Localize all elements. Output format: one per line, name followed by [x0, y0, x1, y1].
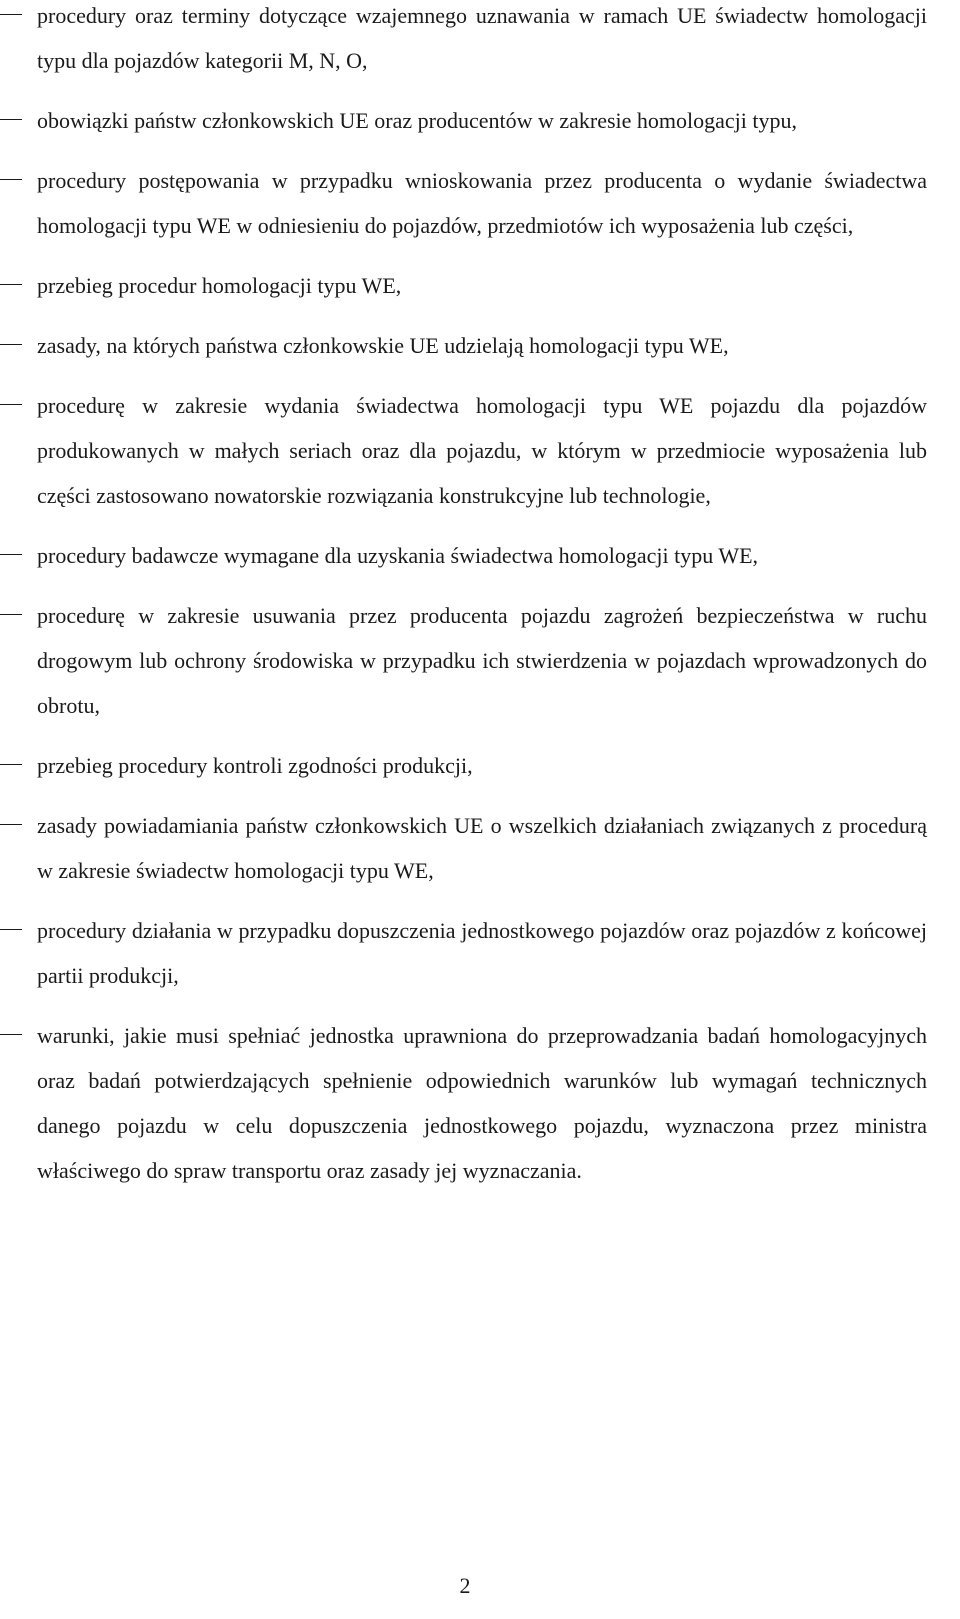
list-item-text: przebieg procedur homologacji typu WE,	[37, 273, 402, 298]
dash-bullet-icon	[0, 284, 22, 285]
list-item-text: procedurę w zakresie usuwania przez producenta pojazdu zagrożeń bezpieczeństwa w ruchu drogowym lub ochrony środowiska w przypadku ich stwierdzenia w pojazdach wprowadzonych do obrotu,	[37, 603, 927, 718]
list-item	[0, 158, 960, 248]
dash-bullet-icon	[0, 404, 22, 405]
list-item	[0, 0, 960, 83]
list-item	[0, 908, 960, 998]
list-item	[0, 263, 960, 308]
list-item-text: procedury badawcze wymagane dla uzyskania świadectwa homologacji typu WE,	[37, 543, 759, 568]
list-item-text: zasady powiadamiania państw członkowskich UE o wszelkich działaniach związanych z procedurą w zakresie świadectw homologacji typu WE,	[37, 813, 927, 883]
list-item-text: przebieg procedury kontroli zgodności produkcji,	[37, 753, 473, 778]
list-item-text: warunki, jakie musi spełniać jednostka uprawniona do przeprowadzania badań homologacyjnych oraz badań potwierdzających spełnienie odpowiednich warunków lub wymagań technicznych danego pojazdu w celu dopuszczenia jednostkowego pojazdu, wyznaczona przez ministra właściwego do spraw transportu oraz zasady jej wyznaczania.	[37, 1023, 927, 1183]
list-item	[0, 383, 960, 518]
list-item	[0, 743, 960, 788]
dash-bullet-icon	[0, 554, 22, 555]
list-item-text: obowiązki państw członkowskich UE oraz producentów w zakresie homologacji typu,	[37, 108, 798, 133]
dash-bullet-icon	[0, 929, 22, 930]
list-item	[0, 323, 960, 368]
list-item-text: procedurę w zakresie wydania świadectwa homologacji typu WE pojazdu dla pojazdów produkowanych w małych seriach oraz dla pojazdu, w którym w przedmiocie wyposażenia lub części zastosowano nowatorskie rozwiązania konstrukcyjne lub technologie,	[37, 393, 927, 508]
list-item-text: procedury postępowania w przypadku wnioskowania przez producenta o wydanie świadectwa homologacji typu WE w odniesieniu do pojazdów, przedmiotów ich wyposażenia lub części,	[37, 168, 927, 238]
dash-bullet-icon	[0, 614, 22, 615]
dash-bullet-icon	[0, 179, 22, 180]
dash-bullet-icon	[0, 764, 22, 765]
dash-bullet-icon	[0, 1034, 22, 1035]
dash-bullet-icon	[0, 344, 22, 345]
list-item-text: zasady, na których państwa członkowskie UE udzielają homologacji typu WE,	[37, 333, 729, 358]
list-item	[0, 1013, 960, 1193]
dash-bullet-icon	[0, 14, 22, 15]
list-item	[0, 593, 960, 728]
list-item	[0, 803, 960, 893]
list-item	[0, 533, 960, 578]
dash-bullet-icon	[0, 824, 22, 825]
list-item-text: procedury działania w przypadku dopuszczenia jednostkowego pojazdów oraz pojazdów z końcowej partii produkcji,	[37, 918, 927, 988]
dash-bullet-icon	[0, 119, 22, 120]
page-number: 2	[459, 1573, 471, 1598]
list-item-text: procedury oraz terminy dotyczące wzajemnego uznawania w ramach UE świadectw homologacji typu dla pojazdów kategorii M, N, O,	[37, 3, 927, 73]
list-item	[0, 98, 960, 143]
